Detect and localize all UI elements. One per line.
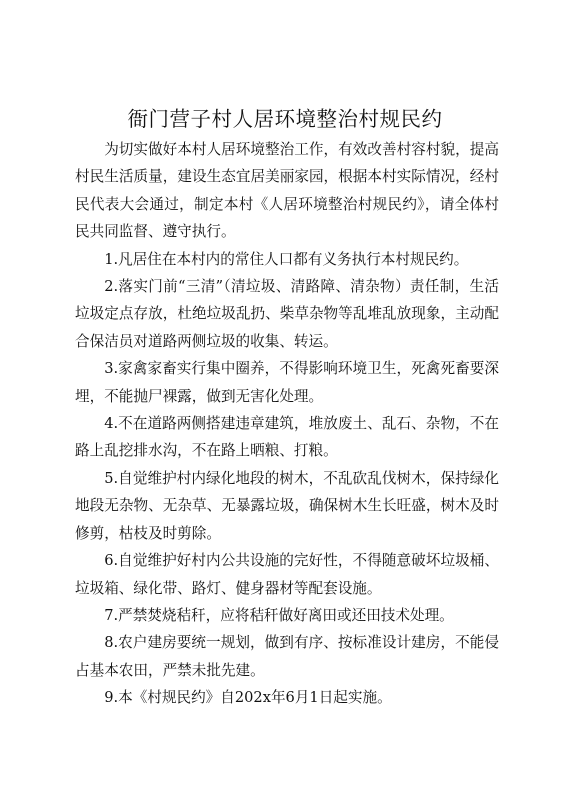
rule-2: 2.落实门前“三清”（清垃圾、清路障、清杂物）责任制，生活垃圾定点存放，杜绝垃圾乱扔、柴草杂物等乱堆乱放现象，主动配合保洁员对道路两侧垃圾的收集、转运。 xyxy=(75,278,499,350)
rule-5: 5.自觉维护村内绿化地段的树木，不乱砍乱伐树木，保持绿化地段无杂物、无杂草、无暴露垃圾，确保树木生长旺盛，树木及时修剪，枯枝及时剪除。 xyxy=(75,469,499,542)
rule-3: 3.家禽家畜实行集中圈养，不得影响环境卫生，死禽死畜要深埋，不能抛尸裸露，做到无害化处理。 xyxy=(75,360,499,405)
intro-paragraph: 为切实做好本村人居环境整治工作，有效改善村容村貌，提高村民生活质量，建设生态宜居美丽家园，根据本村实际情况，经村民代表大会通过，制定本村《人居环境整治村规民约》，请全体村民共同监督、遵守执行。 xyxy=(75,141,499,241)
rule-4: 4.不在道路两侧搭建违章建筑，堆放废土、乱石、杂物，不在路上乱挖排水沟，不在路上晒粮、打粮。 xyxy=(75,415,499,460)
document-body xyxy=(75,136,499,712)
rule-6: 6.自觉维护好村内公共设施的完好性，不得随意破坏垃圾桶、垃圾箱、绿化带、路灯、健身器材等配套设施。 xyxy=(75,552,499,597)
rule-1: 1.凡居住在本村内的常住人口都有义务执行本村规民约。 xyxy=(104,250,469,268)
rule-8: 8.农户建房要统一规划，做到有序、按标准设计建房，不能侵占基本农田，严禁未批先建。 xyxy=(75,634,499,679)
rule-7: 7.严禁焚烧秸秆，应将秸秆做好离田或还田技术处理。 xyxy=(104,606,454,624)
rule-9: 9.本《村规民约》自202x年6月1日起实施。 xyxy=(104,689,392,707)
document-title: 衙门营子村人居环境整治村规民约 xyxy=(127,107,443,131)
